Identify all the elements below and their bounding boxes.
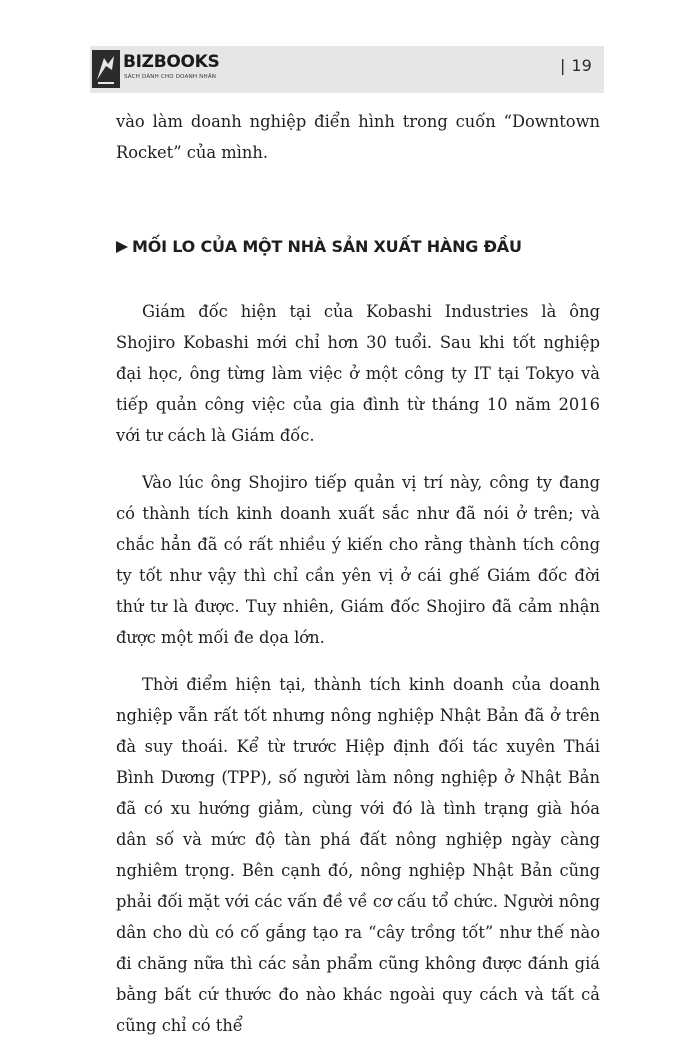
brand-tagline: SÁCH DÀNH CHO DOANH NHÂN [124,74,217,80]
triangle-bullet-icon [116,241,128,253]
section-heading [116,231,600,262]
page-content [116,106,600,1057]
continuation-paragraph: vào làm doanh nghiệp điển hình trong cuốn “Downtown Rocket” của mình. [116,112,600,162]
publisher-logo [92,50,222,88]
body-paragraph: Thời điểm hiện tại, thành tích kinh doanh của doanh nghiệp vẫn rất tốt nhưng nông nghiệp Nhật Bản đã ở trên đà suy thoái. Kể từ trước Hiệp định đối tác xuyên Thái Bình Dương (TPP), số người làm nông nghiệp ở Nhật Bản đã có xu hướng giảm, cùng với đó là tình trạng già hóa dân số và mức độ tàn phá đất nông nghiệp ngày càng nghiêm trọng. Bên cạnh đó, nông nghiệp Nhật Bản cũng phải đối mặt với các vấn đề về cơ cấu tổ chức. Người nông dân cho dù có cố gắng tạo ra “cây trồng tốt” như thế nào đi chăng nữa thì các sản phẩm cũng không được đánh giá bằng bất cứ thước đo nào khác ngoài quy cách và tất cả cũng chỉ có thể [116,675,600,1035]
page-number: 19 [571,56,592,75]
body-paragraph: Vào lúc ông Shojiro tiếp quản vị trí này, công ty đang có thành tích kinh doanh xuất sắc như đã nói ở trên; và chắc hẳn đã có rất nhiều ý kiến cho rằng thành tích công ty tốt như vậy thì chỉ cần yên vị ở cái ghế Giám đốc đời thứ tư là được. Tuy nhiên, Giám đốc Shojiro đã cảm nhận được một mối đe dọa lớn. [116,473,600,647]
brand-name: BIZBOOKS [123,52,220,72]
body-paragraph: Giám đốc hiện tại của Kobashi Industries là ông Shojiro Kobashi mới chỉ hơn 30 tuổi. Sau khi tốt nghiệp đại học, ông từng làm việc ở một công ty IT tại Tokyo và tiếp quản công việc của gia đình từ tháng 10 năm 2016 với tư cách là Giám đốc. [116,302,600,445]
header-separator: | [560,56,566,75]
page-number-area [560,56,592,75]
section-heading-text: MỐI LO CỦA MỘT NHÀ SẢN XUẤT HÀNG ĐẦU [132,237,522,256]
bizbooks-logo-icon [92,50,120,88]
